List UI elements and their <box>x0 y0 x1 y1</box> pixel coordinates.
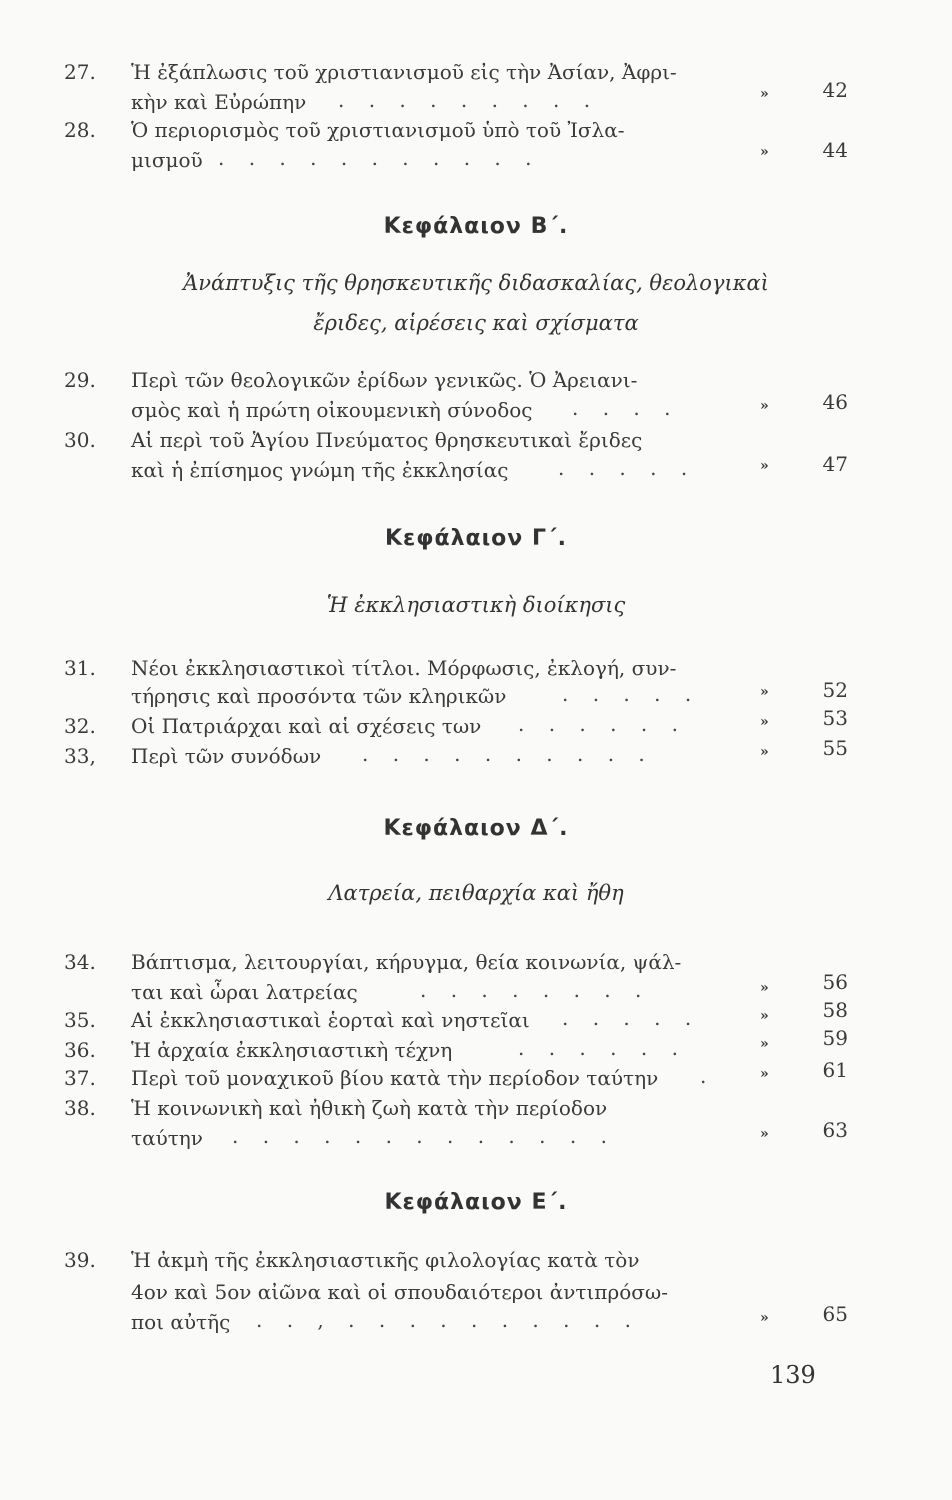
page-number: 139 <box>770 1361 816 1389</box>
page-ref: 42 <box>822 78 848 102</box>
dot-leader: . . . . . . . . <box>420 978 651 1002</box>
entry-title-line: Αἱ ἐκκλησιαστικαὶ ἑορταὶ καὶ νηστεῖαι <box>131 1008 530 1032</box>
entry-title-line: Βάπτισμα, λειτουργίαι, κήρυγμα, θεία κοινωνία, ψάλ- <box>131 950 682 974</box>
entry-number: 31. <box>64 656 96 680</box>
entry-title-line: ται καὶ ὧραι λατρείας <box>131 980 358 1004</box>
entry-title-line: μισμοῦ <box>131 148 203 172</box>
page-ref-mark: » <box>760 144 769 160</box>
dot-leader: . . . . . <box>562 682 701 706</box>
page-ref-mark: » <box>760 714 769 730</box>
page-ref-mark: » <box>760 1066 769 1082</box>
entry-title-line: 4ον καὶ 5ον αἰῶνα καὶ οἱ σπουδαιότεροι ἀντιπρόσω- <box>131 1280 668 1304</box>
page-ref: 56 <box>822 970 848 994</box>
page-ref: 58 <box>822 998 848 1022</box>
entry-number: 32. <box>64 714 96 738</box>
chapter-subtitle: Ἡ ἐκκλησιαστικὴ διοίκησις <box>326 593 626 617</box>
entry-number: 36. <box>64 1038 96 1062</box>
dot-leader: . . . . . . <box>518 1036 687 1060</box>
entry-title-line: ποι αὐτῆς <box>131 1310 231 1334</box>
dot-leader: . . . . <box>572 396 680 420</box>
entry-title-line: Ἡ ἀρχαία ἐκκλησιαστικὴ τέχνη <box>131 1038 453 1062</box>
dot-leader: . . . . . . . . . . . . . <box>232 1124 616 1148</box>
page-ref: 55 <box>822 736 848 760</box>
page-ref: 47 <box>822 452 848 476</box>
entry-title-line: Περὶ τοῦ μοναχικοῦ βίου κατὰ τὴν περίοδον ταύτην <box>131 1066 659 1090</box>
page-ref-mark: » <box>760 458 769 474</box>
dot-leader: . . . . . . <box>518 712 687 736</box>
page-ref: 52 <box>822 678 848 702</box>
page-ref-mark: » <box>760 398 769 414</box>
dot-leader: . . . . . . . . . . <box>362 742 654 766</box>
dot-leader: . . . . . . . . . . . <box>218 146 541 170</box>
dot-leader: . <box>700 1064 716 1088</box>
entry-title-line: καὶ ἡ ἐπίσημος γνώμη τῆς ἐκκλησίας <box>131 458 509 482</box>
chapter-heading: Κεφάλαιον Ε΄. <box>384 1190 568 1215</box>
entry-number: 30. <box>64 428 96 452</box>
page-ref-mark: » <box>760 1126 769 1142</box>
page-ref: 46 <box>822 390 848 414</box>
page-ref-mark: » <box>760 86 769 102</box>
entry-title-line: τήρησις καὶ προσόντα τῶν κληρικῶν <box>131 684 507 708</box>
entry-number: 35. <box>64 1008 96 1032</box>
entry-title-line: Ὁ περιορισμὸς τοῦ χριστιανισμοῦ ὑπὸ τοῦ Ἰσλα- <box>131 118 625 142</box>
dot-leader: . . . . . <box>558 456 697 480</box>
entry-title-line: σμὸς καὶ ἡ πρώτη οἰκουμενικὴ σύνοδος <box>131 398 533 422</box>
dot-leader: . . . . . <box>562 1006 701 1030</box>
page-ref: 61 <box>822 1058 848 1082</box>
entry-number: 29. <box>64 368 96 392</box>
page-ref-mark: » <box>760 980 769 996</box>
entry-title-line: Νέοι ἐκκλησιαστικοὶ τίτλοι. Μόρφωσις, ἐκλογή, συν- <box>131 656 677 680</box>
entry-number: 28. <box>64 118 96 142</box>
entry-number: 27. <box>64 60 96 84</box>
chapter-subtitle: ἔριδες, αἱρέσεις καὶ σχίσματα <box>313 311 639 335</box>
entry-title-line: Ἡ ἐξάπλωσις τοῦ χριστιανισμοῦ εἰς τὴν Ἀσίαν, Ἀφρι- <box>131 60 677 84</box>
entry-title-line: Αἱ περὶ τοῦ Ἁγίου Πνεύματος θρησκευτικαὶ ἔριδες <box>131 428 643 452</box>
page-ref: 53 <box>822 706 848 730</box>
page-ref-mark: » <box>760 1008 769 1024</box>
entry-number: 37. <box>64 1066 96 1090</box>
page-ref: 44 <box>822 138 848 162</box>
page-ref-mark: » <box>760 1036 769 1052</box>
entry-title-line: ταύτην <box>131 1126 203 1150</box>
entry-title-line: Ἡ κοινωνικὴ καὶ ἠθικὴ ζωὴ κατὰ τὴν περίοδον <box>131 1096 608 1120</box>
entry-number: 38. <box>64 1096 96 1120</box>
chapter-heading: Κεφάλαιον Γ΄. <box>384 526 568 551</box>
page-ref-mark: » <box>760 684 769 700</box>
dot-leader: . . , . . . . . . . . . . <box>256 1308 640 1332</box>
dot-leader: . . . . . . . . . <box>338 88 600 112</box>
page-ref-mark: » <box>760 744 769 760</box>
entry-number: 34. <box>64 950 96 974</box>
chapter-subtitle: Ἀνάπτυξις τῆς θρησκευτικῆς διδασκαλίας, θεολογικαὶ <box>183 271 769 295</box>
page-ref: 59 <box>822 1026 848 1050</box>
chapter-heading: Κεφάλαιον Δ΄. <box>383 816 569 841</box>
entry-title-line: Ἡ ἀκμὴ τῆς ἐκκλησιαστικῆς φιλολογίας κατὰ τὸν <box>131 1248 640 1272</box>
entry-number: 39. <box>64 1248 96 1272</box>
page-ref-mark: » <box>760 1310 769 1326</box>
page-ref: 63 <box>822 1118 848 1142</box>
page-ref: 65 <box>822 1302 848 1326</box>
chapter-heading: Κεφάλαιον Β΄. <box>383 214 569 239</box>
entry-title-line: κὴν καὶ Εὐρώπην <box>131 90 307 114</box>
entry-title-line: Περὶ τῶν συνόδων <box>131 744 322 768</box>
entry-title-line: Περὶ τῶν θεολογικῶν ἐρίδων γενικῶς. Ὁ Ἀρειανι- <box>131 368 638 392</box>
chapter-subtitle: Λατρεία, πειθαρχία καὶ ἤθη <box>328 881 624 905</box>
entry-number: 33, <box>64 744 96 768</box>
entry-title-line: Οἱ Πατριάρχαι καὶ αἱ σχέσεις των <box>131 714 482 738</box>
